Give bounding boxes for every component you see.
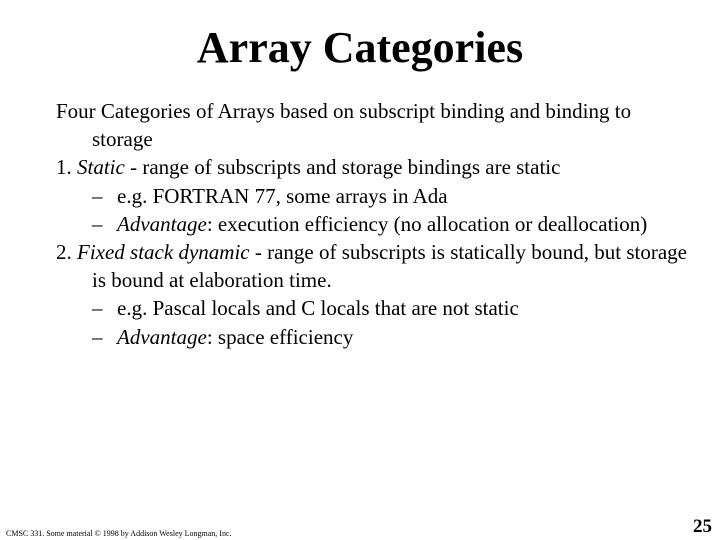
item-static-advantage-label: Advantage	[117, 211, 207, 236]
bullet-dash: –	[92, 324, 103, 349]
item-static-example-text: e.g. FORTRAN 77, some arrays in Ada	[117, 183, 448, 208]
item-static-term: Static	[77, 155, 125, 180]
item-static-number: 1.	[56, 155, 72, 180]
item-fixed-description: - range of subscripts is statically bound, but storage is bound at elaboration time.	[92, 240, 688, 293]
bullet-dash: –	[92, 296, 103, 321]
intro-paragraph: Four Categories of Arrays based on subscript binding and binding to storage	[56, 99, 632, 152]
bullet-dash: –	[92, 183, 103, 208]
item-static-advantage-text: : execution efficiency (no allocation or deallocation)	[206, 211, 648, 236]
item-static	[56, 153, 696, 181]
page-number: 25	[693, 516, 712, 537]
item-fixed-stack-dynamic	[56, 238, 696, 294]
item-fixed-number: 2.	[56, 240, 72, 265]
item-fixed-advantage-label: Advantage	[117, 324, 207, 349]
item-static-example	[56, 182, 696, 210]
footer-copyright: CMSC 331. Some material © 1998 by Addison Wesley Longman, Inc.	[6, 529, 232, 538]
item-fixed-advantage-text: : space efficiency	[206, 324, 354, 349]
item-fixed-example-text: e.g. Pascal locals and C locals that are not static	[117, 296, 519, 321]
item-static-advantage	[56, 210, 696, 238]
bullet-dash: –	[92, 211, 103, 236]
item-fixed-term: Fixed stack dynamic	[77, 240, 250, 265]
item-fixed-advantage	[56, 323, 696, 351]
slide-body	[56, 97, 696, 351]
item-static-description: - range of subscripts and storage bindings are static	[124, 155, 561, 180]
slide-title: Array Categories	[196, 23, 524, 72]
item-fixed-example	[56, 294, 696, 322]
